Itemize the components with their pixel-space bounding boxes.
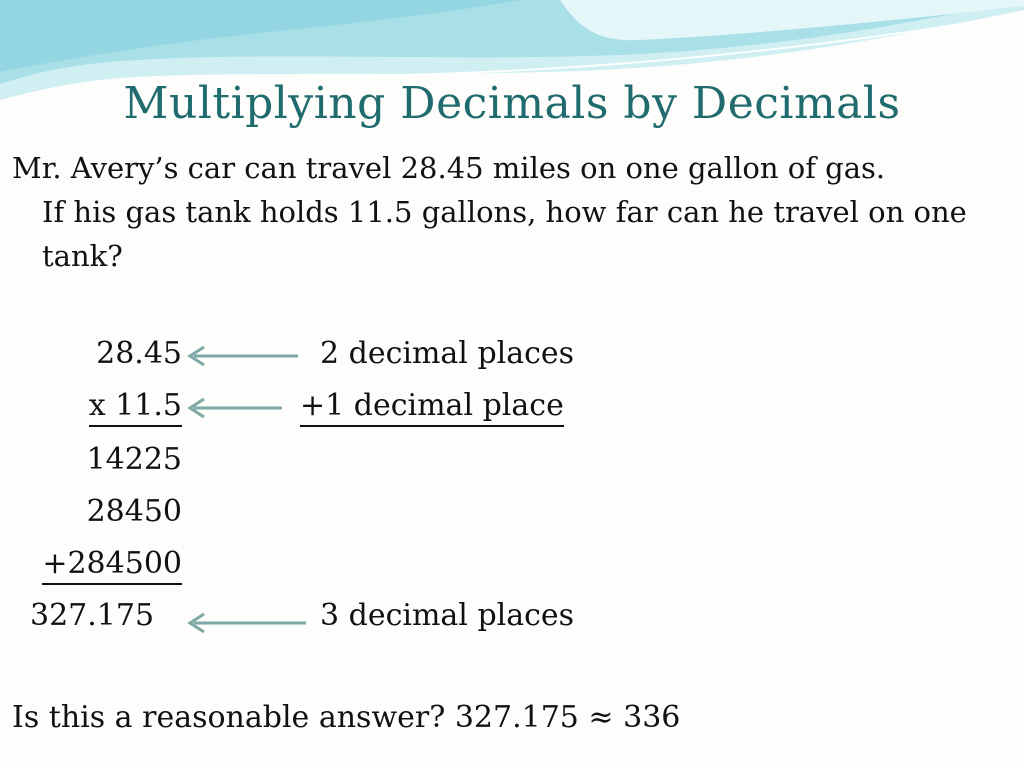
slide-title: Multiplying Decimals by Decimals bbox=[123, 78, 901, 129]
problem-line-1: Mr. Avery’s car can travel 28.45 miles on one gallon of gas. bbox=[12, 151, 886, 185]
reasonableness-question: Is this a reasonable answer? 327.175 ≈ 336 bbox=[12, 700, 681, 735]
left-arrow-icon bbox=[186, 612, 308, 634]
partial-product-2: 28450 bbox=[86, 494, 182, 529]
product-decimal-note: 3 decimal places bbox=[320, 598, 575, 633]
multiplier: x 11.5 bbox=[89, 388, 182, 427]
multiplicand-decimal-note: 2 decimal places bbox=[320, 336, 575, 371]
multiplicand: 28.45 bbox=[96, 336, 182, 371]
final-product: 327.175 bbox=[30, 598, 155, 633]
partial-product-3: +284500 bbox=[42, 546, 182, 585]
multiplier-decimal-note: +1 decimal place bbox=[300, 388, 564, 427]
left-arrow-icon bbox=[186, 397, 284, 419]
partial-product-1: 14225 bbox=[86, 442, 182, 477]
problem-line-2: If his gas tank holds 11.5 gallons, how far can he travel on one tank? bbox=[42, 195, 967, 273]
left-arrow-icon bbox=[186, 345, 300, 367]
word-problem bbox=[12, 146, 1024, 278]
